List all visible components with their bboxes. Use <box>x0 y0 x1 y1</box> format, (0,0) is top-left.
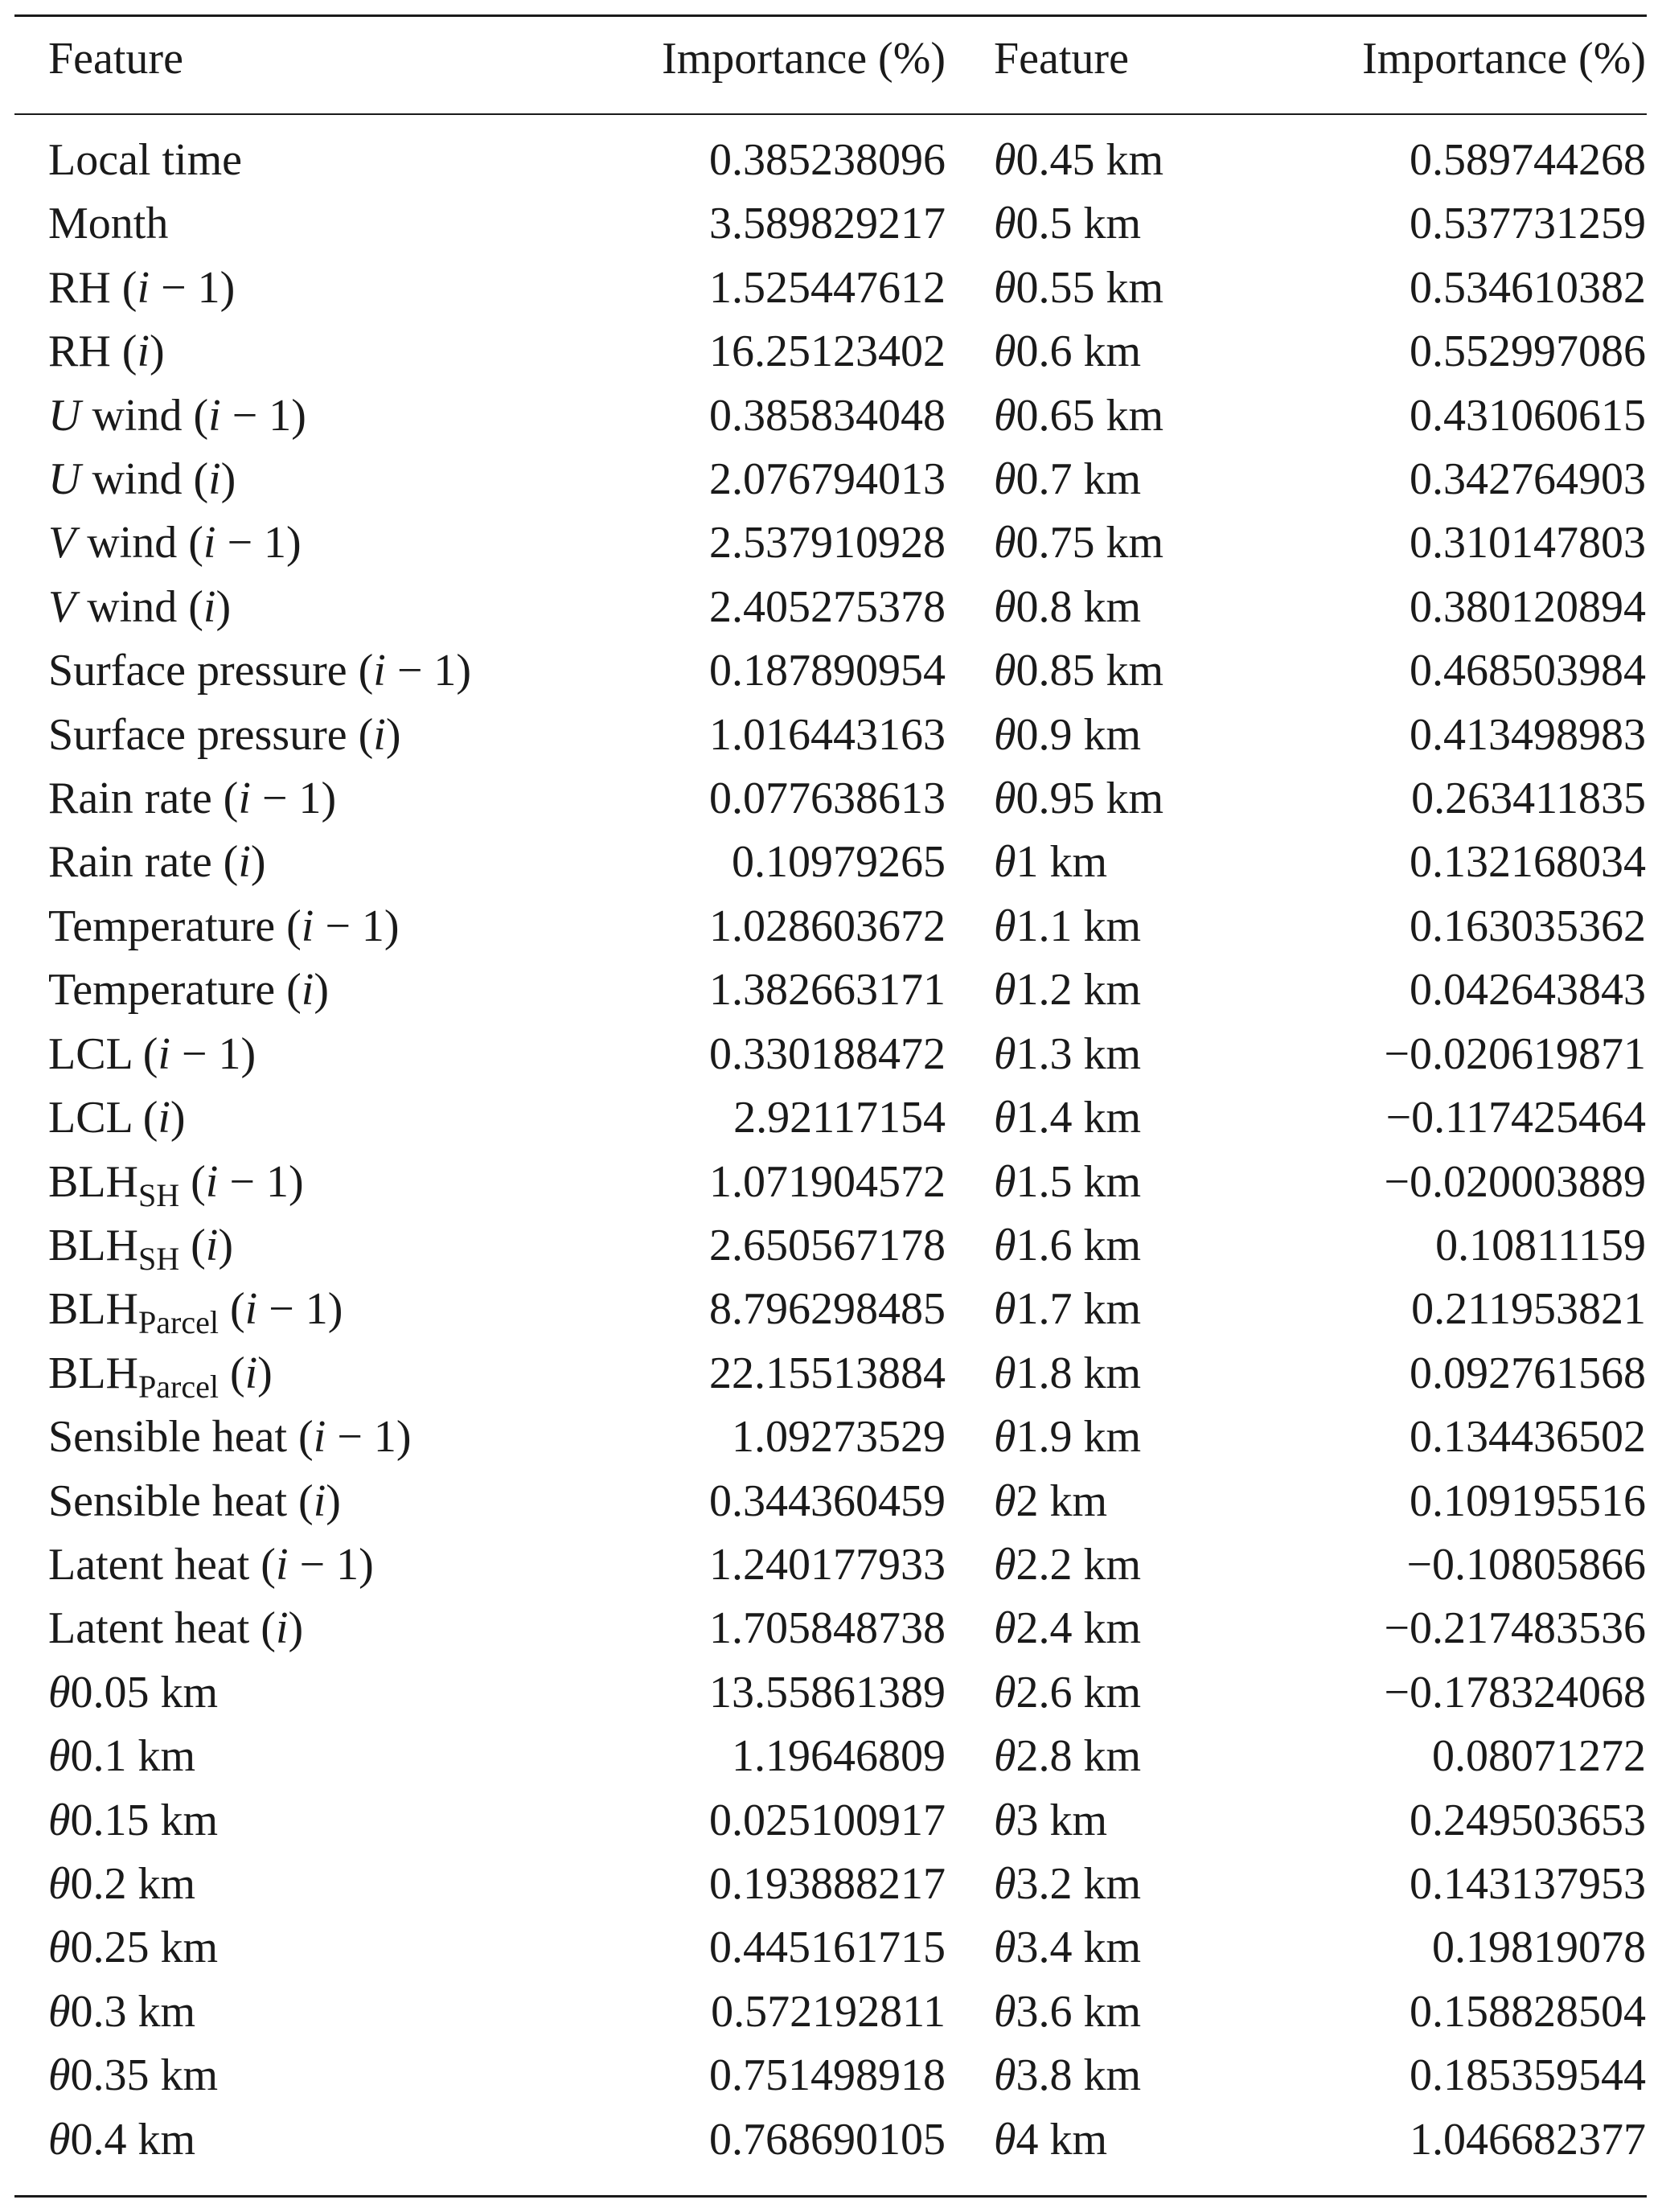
table-row <box>0 639 1662 703</box>
importance-cell-right: 0.211953821 <box>1411 1284 1646 1335</box>
feature-cell-left: $BLH_{SH}$ (i) <box>48 1220 234 1277</box>
feature-cell-right: θ2.2 km <box>994 1539 1142 1590</box>
feature-cell-left: Temperature (i) <box>48 965 329 1016</box>
feature-cell-right: θ1.7 km <box>994 1284 1142 1335</box>
feature-cell-right: θ1.4 km <box>994 1093 1142 1143</box>
feature-cell-right: θ4 km <box>994 2114 1108 2165</box>
feature-cell-right: θ1.2 km <box>994 965 1142 1016</box>
importance-cell-right: −0.217483536 <box>1384 1603 1646 1654</box>
importance-cell-right: 0.468503984 <box>1410 646 1646 696</box>
importance-cell-right: 0.380120894 <box>1410 581 1646 632</box>
table-row <box>0 767 1662 831</box>
table-row <box>0 1151 1662 1214</box>
importance-cell-left: 0.751498918 <box>709 2050 946 2101</box>
importance-cell-right: −0.10805866 <box>1406 1539 1646 1590</box>
feature-cell-left: Rain rate (i − 1) <box>48 774 337 824</box>
feature-cell-right: θ3.8 km <box>994 2050 1142 2101</box>
table-body <box>0 121 1662 2172</box>
feature-cell-right: θ3.4 km <box>994 1923 1142 1973</box>
importance-cell-left: 2.92117154 <box>733 1093 946 1143</box>
importance-cell-left: 0.768690105 <box>709 2114 946 2165</box>
importance-cell-right: −0.020619871 <box>1384 1028 1646 1079</box>
feature-cell-right: θ2.4 km <box>994 1603 1142 1654</box>
feature-cell-left: U wind (i − 1) <box>48 390 306 441</box>
importance-cell-right: 0.589744268 <box>1410 135 1646 185</box>
importance-cell-left: 0.193888217 <box>709 1858 946 1909</box>
table-row <box>0 2108 1662 2172</box>
importance-cell-right: 1.046682377 <box>1410 2114 1646 2165</box>
importance-cell-right: 0.10811159 <box>1435 1220 1646 1270</box>
feature-cell-right: θ1.9 km <box>994 1412 1142 1463</box>
feature-cell-left: Sensible heat (i) <box>48 1475 341 1526</box>
table-row <box>0 121 1662 192</box>
table-row <box>0 1214 1662 1278</box>
importance-cell-left: 0.330188472 <box>709 1028 946 1079</box>
feature-cell-left: $BLH_{Parcel}$ (i) <box>48 1348 273 1405</box>
importance-cell-left: 1.240177933 <box>709 1539 946 1590</box>
importance-cell-right: 0.534610382 <box>1410 262 1646 313</box>
table-header <box>0 0 1662 121</box>
importance-cell-left: 1.525447612 <box>709 262 946 313</box>
feature-cell-right: θ0.95 km <box>994 774 1164 824</box>
importance-cell-left: 2.537910928 <box>709 518 946 568</box>
feature-cell-left: θ0.25 km <box>48 1923 219 1973</box>
feature-cell-left: V wind (i) <box>48 581 232 632</box>
feature-cell-right: θ3 km <box>994 1795 1108 1845</box>
importance-cell-left: 1.382663171 <box>709 965 946 1016</box>
feature-cell-left: Latent heat (i − 1) <box>48 1539 374 1590</box>
table-row <box>0 192 1662 256</box>
feature-cell-right: θ1.3 km <box>994 1028 1142 1079</box>
feature-cell-right: θ0.55 km <box>994 262 1164 313</box>
feature-cell-right: θ1.5 km <box>994 1156 1142 1207</box>
importance-cell-left: 1.028603672 <box>709 901 946 951</box>
importance-cell-right: 0.109195516 <box>1410 1475 1646 1526</box>
importance-cell-right: 0.163035362 <box>1410 901 1646 951</box>
table-row <box>0 1980 1662 2044</box>
importance-cell-left: 0.572192811 <box>711 1986 946 2037</box>
importance-cell-right: 0.132168034 <box>1410 837 1646 888</box>
importance-cell-left: 0.10979265 <box>732 837 946 888</box>
importance-cell-left: 1.071904572 <box>709 1156 946 1207</box>
importance-cell-right: −0.178324068 <box>1384 1667 1646 1717</box>
feature-cell-right: θ0.7 km <box>994 454 1142 505</box>
table-row <box>0 384 1662 448</box>
feature-cell-right: θ1.1 km <box>994 901 1142 951</box>
feature-cell-right: θ0.6 km <box>994 326 1142 377</box>
table-row <box>0 1533 1662 1597</box>
feature-cell-left: Surface pressure (i) <box>48 709 401 760</box>
importance-cell-right: 0.310147803 <box>1410 518 1646 568</box>
table-row <box>0 1278 1662 1341</box>
importance-cell-right: 0.158828504 <box>1410 1986 1646 2037</box>
importance-cell-left: 16.25123402 <box>709 326 946 377</box>
importance-cell-right: 0.185359544 <box>1410 2050 1646 2101</box>
header-row <box>0 0 1662 121</box>
feature-cell-right: θ0.45 km <box>994 135 1164 185</box>
table-row <box>0 511 1662 575</box>
feature-cell-left: θ0.15 km <box>48 1795 219 1845</box>
importance-cell-left: 1.705848738 <box>709 1603 946 1654</box>
feature-cell-left: Sensible heat (i − 1) <box>48 1412 412 1463</box>
importance-cell-right: 0.042643843 <box>1410 965 1646 1016</box>
header-importance-left: Importance (%) <box>662 34 946 84</box>
feature-cell-left: Month <box>48 199 169 249</box>
bottom-rule <box>14 2195 1647 2198</box>
feature-cell-right: θ0.85 km <box>994 646 1164 696</box>
importance-cell-left: 0.344360459 <box>709 1475 946 1526</box>
feature-cell-left: Rain rate (i) <box>48 837 266 888</box>
feature-cell-left: LCL (i − 1) <box>48 1028 256 1079</box>
table-row <box>0 1406 1662 1469</box>
importance-cell-right: −0.117425464 <box>1385 1093 1646 1143</box>
importance-cell-right: 0.08071272 <box>1432 1731 1646 1782</box>
feature-cell-left: θ0.3 km <box>48 1986 196 2037</box>
feature-cell-left: LCL (i) <box>48 1093 186 1143</box>
importance-cell-left: 0.187890954 <box>709 646 946 696</box>
feature-cell-left: Surface pressure (i − 1) <box>48 646 472 696</box>
feature-cell-right: θ1 km <box>994 837 1108 888</box>
importance-cell-left: 13.55861389 <box>709 1667 946 1717</box>
importance-cell-left: 3.589829217 <box>709 199 946 249</box>
importance-cell-left: 2.650567178 <box>709 1220 946 1270</box>
feature-cell-right: θ0.5 km <box>994 199 1142 249</box>
feature-cell-right: θ0.75 km <box>994 518 1164 568</box>
feature-cell-left: θ0.35 km <box>48 2050 219 2101</box>
importance-cell-right: 0.342764903 <box>1410 454 1646 505</box>
feature-cell-left: θ0.4 km <box>48 2114 196 2165</box>
importance-cell-right: 0.19819078 <box>1432 1923 1646 1973</box>
importance-cell-left: 0.445161715 <box>709 1923 946 1973</box>
feature-cell-right: θ2 km <box>994 1475 1108 1526</box>
importance-cell-right: 0.143137953 <box>1410 1858 1646 1909</box>
feature-cell-left: V wind (i − 1) <box>48 518 302 568</box>
feature-cell-right: θ0.65 km <box>994 390 1164 441</box>
importance-cell-right: 0.431060615 <box>1410 390 1646 441</box>
table-row <box>0 1470 1662 1533</box>
importance-cell-right: 0.537731259 <box>1410 199 1646 249</box>
feature-cell-left: RH (i − 1) <box>48 262 236 313</box>
importance-cell-left: 1.19646809 <box>732 1731 946 1782</box>
feature-cell-left: Local time <box>48 135 243 185</box>
feature-cell-left: θ0.05 km <box>48 1667 219 1717</box>
importance-cell-right: 0.413498983 <box>1410 709 1646 760</box>
importance-cell-left: 0.385834048 <box>709 390 946 441</box>
feature-cell-left: Latent heat (i) <box>48 1603 304 1654</box>
feature-cell-left: $BLH_{SH}$ (i − 1) <box>48 1156 304 1213</box>
header-importance-right: Importance (%) <box>1362 34 1646 84</box>
table-row <box>0 704 1662 767</box>
importance-cell-left: 2.076794013 <box>709 454 946 505</box>
table-row <box>0 1661 1662 1725</box>
table-row <box>0 1789 1662 1853</box>
importance-cell-left: 2.405275378 <box>709 581 946 632</box>
importance-cell-right: 0.263411835 <box>1411 774 1646 824</box>
importance-cell-left: 1.016443163 <box>709 709 946 760</box>
feature-cell-left: θ0.2 km <box>48 1858 196 1909</box>
table-row <box>0 1725 1662 1788</box>
feature-cell-left: θ0.1 km <box>48 1731 196 1782</box>
feature-cell-right: θ3.6 km <box>994 1986 1142 2037</box>
table-row <box>0 1853 1662 1916</box>
header-feature-right: Feature <box>994 34 1129 84</box>
table-row <box>0 256 1662 320</box>
feature-cell-left: U wind (i) <box>48 454 236 505</box>
feature-cell-right: θ0.9 km <box>994 709 1142 760</box>
table-row <box>0 576 1662 639</box>
feature-cell-left: RH (i) <box>48 326 165 377</box>
header-feature-left: Feature <box>48 34 183 84</box>
importance-cell-right: 0.092761568 <box>1410 1348 1646 1398</box>
feature-cell-left: Temperature (i − 1) <box>48 901 400 951</box>
importance-cell-right: 0.249503653 <box>1410 1795 1646 1845</box>
feature-cell-right: θ2.6 km <box>994 1667 1142 1717</box>
table-row <box>0 958 1662 1022</box>
importance-cell-right: −0.020003889 <box>1384 1156 1646 1207</box>
table-row <box>0 1916 1662 1980</box>
table-row <box>0 320 1662 384</box>
feature-cell-right: θ1.8 km <box>994 1348 1142 1398</box>
importance-cell-left: 0.025100917 <box>709 1795 946 1845</box>
feature-cell-right: θ1.6 km <box>994 1220 1142 1270</box>
table-row <box>0 448 1662 511</box>
table-row <box>0 2044 1662 2107</box>
importance-cell-left: 0.385238096 <box>709 135 946 185</box>
feature-cell-right: θ2.8 km <box>994 1731 1142 1782</box>
table-row <box>0 1597 1662 1660</box>
table-row <box>0 895 1662 958</box>
importance-cell-left: 0.077638613 <box>709 774 946 824</box>
table-row <box>0 1086 1662 1150</box>
importance-cell-right: 0.552997086 <box>1410 326 1646 377</box>
table-row <box>0 1342 1662 1406</box>
table-row <box>0 1023 1662 1086</box>
importance-cell-left: 1.09273529 <box>732 1412 946 1463</box>
table-row <box>0 831 1662 894</box>
importance-cell-right: 0.134436502 <box>1410 1412 1646 1463</box>
feature-cell-left: $BLH_{Parcel}$ (i − 1) <box>48 1284 343 1341</box>
feature-cell-right: θ0.8 km <box>994 581 1142 632</box>
importance-cell-left: 8.796298485 <box>709 1284 946 1335</box>
feature-cell-right: θ3.2 km <box>994 1858 1142 1909</box>
importance-cell-left: 22.15513884 <box>709 1348 946 1398</box>
